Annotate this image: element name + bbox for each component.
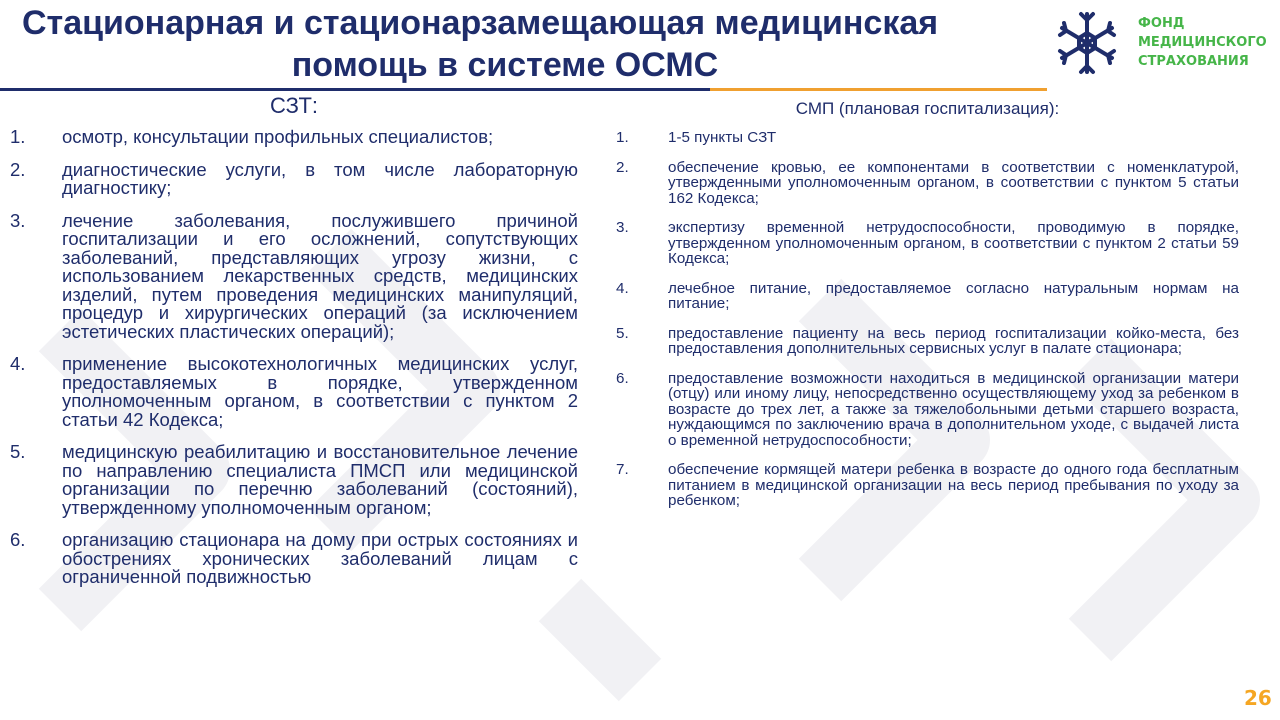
list-item-number: 7. bbox=[616, 461, 629, 478]
smp-column bbox=[616, 98, 1239, 523]
smp-list-item bbox=[616, 326, 1239, 357]
fund-snowflake-logo-icon bbox=[1052, 8, 1122, 78]
szt-list bbox=[10, 128, 578, 587]
logo-wordmark bbox=[1138, 14, 1267, 71]
title-divider-orange bbox=[710, 88, 1047, 91]
list-item-number: 3. bbox=[10, 209, 26, 231]
fund-logo bbox=[1052, 8, 1280, 80]
smp-list-item bbox=[616, 160, 1239, 207]
smp-list-item bbox=[616, 462, 1239, 509]
list-item-number: 5. bbox=[616, 324, 629, 342]
list-item-text: применение высокотехнологичных медицинских услуг, предоставляемых в порядке, утвержденном уполномоченным органом, в соответствии с пунктом 2 статьи 42 Кодекса; bbox=[62, 353, 578, 430]
smp-heading: СМП (плановая госпитализация): bbox=[795, 99, 1060, 118]
szt-list-item bbox=[10, 355, 578, 429]
list-item-text: лечебное питание, предоставляемое согласно натуральным нормам на питание; bbox=[668, 279, 1239, 312]
szt-list-item bbox=[10, 443, 578, 517]
list-item-number: 1. bbox=[616, 129, 629, 146]
smp-list-item bbox=[616, 220, 1239, 267]
list-item-number: 1. bbox=[10, 126, 26, 147]
list-item-text: обеспечение кровью, ее компонентами в соответствии с номенклатурой, утвержденными уполномоченным органом, в соответствии с пунктом 5 статьи 162 Кодекса; bbox=[668, 158, 1239, 207]
logo-text-line-1: ФОНД bbox=[1138, 16, 1185, 31]
szt-column bbox=[10, 92, 578, 601]
slide-title-line-2: помощь в системе ОСМС bbox=[291, 46, 719, 84]
szt-list-item bbox=[10, 209, 578, 342]
title-divider-blue bbox=[0, 88, 710, 91]
list-item-text: предоставление пациенту на весь период госпитализации койко-места, без предоставления дополнительных сервисных услуг в палате стационара; bbox=[668, 324, 1239, 357]
list-item-text: 1-5 пункты СЗТ bbox=[668, 129, 777, 146]
slide-title bbox=[0, 2, 1010, 86]
smp-list-item bbox=[616, 130, 1239, 146]
szt-list-item bbox=[10, 128, 578, 147]
list-item-text: осмотр, консультации профильных специалистов; bbox=[62, 126, 494, 147]
szt-heading: СЗТ: bbox=[270, 93, 318, 118]
list-item-text: лечение заболевания, послужившего причиной госпитализации и его осложнений, сопутствующих заболеваний, представляющих угрозу жизни, с использованием лекарственных средств, медицинских изделий, путем проведения медицинских манипуляций, процедур и хирургических операций (за исключением эстетических пластических операций); bbox=[62, 209, 578, 342]
list-item-number: 6. bbox=[616, 369, 629, 387]
list-item-text: предоставление возможности находиться в медицинской организации матери (отцу) или иному лицу, непосредственно осуществляющему уход за ребенком в возрасте до трех лет, а также за тяжелобольными детьми старшего возраста, нуждающимся по заключению врача в дополнительном уходе, с выдачей листа о временной нетрудоспособности; bbox=[668, 369, 1239, 449]
list-item-number: 2. bbox=[616, 158, 629, 176]
smp-list-item bbox=[616, 371, 1239, 449]
slide-title-line-1: Стационарная и стационарзамещающая медицинская bbox=[22, 4, 939, 42]
smp-list bbox=[616, 130, 1239, 509]
list-item-number: 4. bbox=[616, 279, 629, 297]
list-item-number: 5. bbox=[10, 441, 26, 462]
logo-text-line-2: МЕДИЦИНСКОГО bbox=[1138, 35, 1267, 50]
szt-list-item bbox=[10, 531, 578, 587]
szt-list-item bbox=[10, 158, 578, 198]
list-item-text: организацию стационара на дому при острых состояниях и обострениях хронических заболеваний лицам с ограниченной подвижностью bbox=[62, 529, 578, 587]
page-number: 26 bbox=[1244, 686, 1272, 710]
list-item-text: обеспечение кормящей матери ребенка в возрасте до одного года бесплатным питанием в медицинской организации на весь период пребывания по уходу за ребенком; bbox=[668, 461, 1239, 509]
list-item-number: 4. bbox=[10, 353, 26, 374]
smp-list-item bbox=[616, 281, 1239, 312]
list-item-number: 2. bbox=[10, 158, 26, 180]
list-item-number: 6. bbox=[10, 529, 26, 550]
list-item-text: диагностические услуги, в том числе лабораторную диагностику; bbox=[62, 158, 578, 198]
logo-text-line-3: СТРАХОВАНИЯ bbox=[1138, 54, 1249, 69]
list-item-number: 3. bbox=[616, 219, 629, 236]
list-item-text: медицинскую реабилитацию и восстановительное лечение по направлению специалиста ПМСП или медицинской организации по перечню заболеваний (состояний), утвержденному уполномоченным органом; bbox=[62, 441, 578, 518]
list-item-text: экспертизу временной нетрудоспособности, проводимую в порядке, утвержденном уполномоченным органом, в соответствии с пунктом 2 статьи 59 Кодекса; bbox=[668, 219, 1239, 267]
